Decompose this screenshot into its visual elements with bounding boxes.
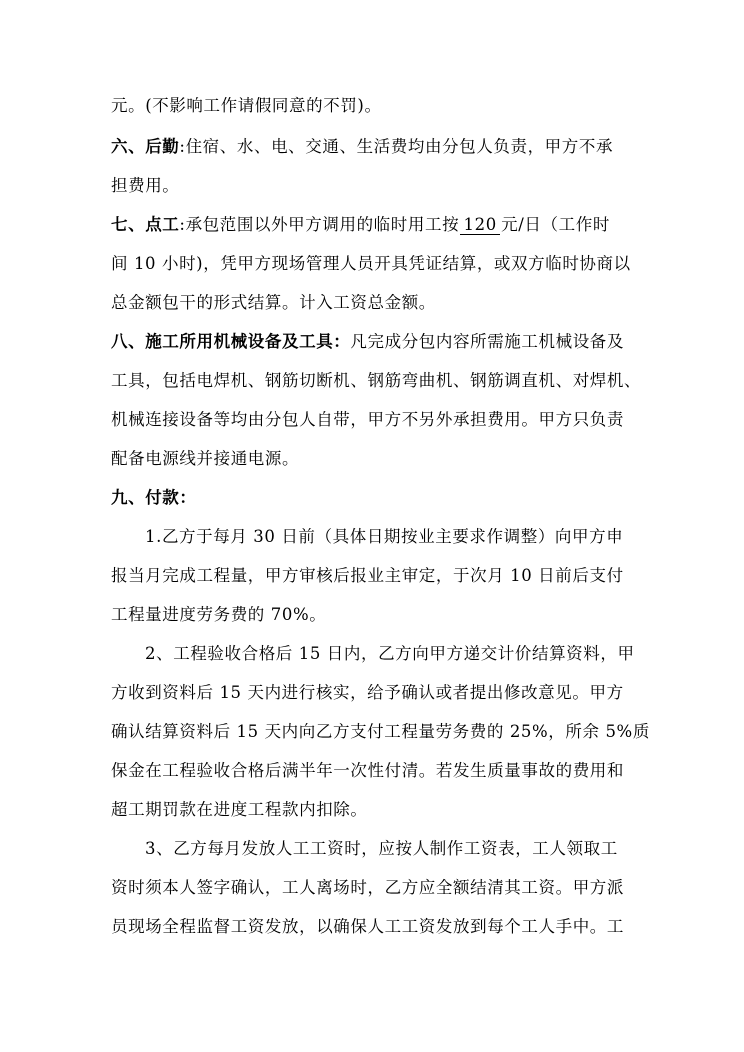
text-line: 元。(不影响工作请假同意的不罚)。	[111, 96, 382, 115]
text-line: 担费用。	[111, 176, 180, 195]
text-line: 资时须本人签字确认，工人离场时，乙方应全额结清其工资。甲方派	[111, 878, 624, 897]
text-line: 3、乙方每月发放人工工资时，应按人制作工资表，工人领取工	[145, 839, 618, 858]
text-line: 员现场全程监督工资发放，以确保人工工资发放到每个工人手中。工	[111, 917, 624, 936]
section-six-heading: 六、后勤	[111, 137, 180, 156]
section-six-line	[111, 136, 613, 158]
section-seven-heading: 七、点工	[111, 215, 180, 234]
text-line: 方收到资料后 15 天内进行核实，给予确认或者提出修改意见。甲方	[111, 683, 624, 702]
section-eight-line	[111, 331, 624, 353]
text-line: 机械连接设备等均由分包人自带，甲方不另外承担费用。甲方只负责	[111, 410, 624, 429]
text-line: 确认结算资料后 15 天内向乙方支付工程量劳务费的 25%，所余 5%质	[111, 722, 650, 741]
text-line: 1.乙方于每月 30 日前（具体日期按业主要求作调整）向甲方申	[145, 527, 624, 546]
text-span: 凡完成分包内容所需施工机械设备及	[350, 332, 625, 351]
text-line: 间 10 小时)，凭甲方现场管理人员开具凭证结算，或双方临时协商以	[111, 254, 631, 273]
text-line: 2、工程验收合格后 15 日内，乙方向甲方递交计价结算资料，甲	[145, 644, 635, 663]
text-line: 超工期罚款在进度工程款内扣除。	[111, 800, 368, 819]
text-span: :住宿、水、电、交通、生活费均由分包人负责，甲方不承	[179, 137, 614, 156]
text-line: 保金在工程验收合格后满半年一次性付清。若发生质量事故的费用和	[111, 761, 624, 780]
section-nine-heading: 九、付款：	[111, 488, 197, 507]
text-line: 工程量进度劳务费的 70%。	[111, 605, 327, 624]
text-span: :承包范围以外甲方调用的临时用工按	[179, 215, 460, 234]
daily-rate-value: 120	[460, 216, 500, 235]
section-eight-heading: 八、施工所用机械设备及工具：	[111, 332, 351, 351]
text-line: 报当月完成工程量，甲方审核后报业主审定，于次月 10 日前后支付	[111, 566, 624, 585]
text-span: 元/日（工作时	[501, 215, 610, 234]
text-line: 配备电源线并接通电源。	[111, 449, 300, 468]
text-line: 工具，包括电焊机、钢筋切断机、钢筋弯曲机、钢筋调直机、对焊机、	[111, 371, 642, 390]
section-seven-line	[111, 214, 610, 236]
text-line: 总金额包干的形式结算。计入工资总金额。	[111, 293, 436, 312]
